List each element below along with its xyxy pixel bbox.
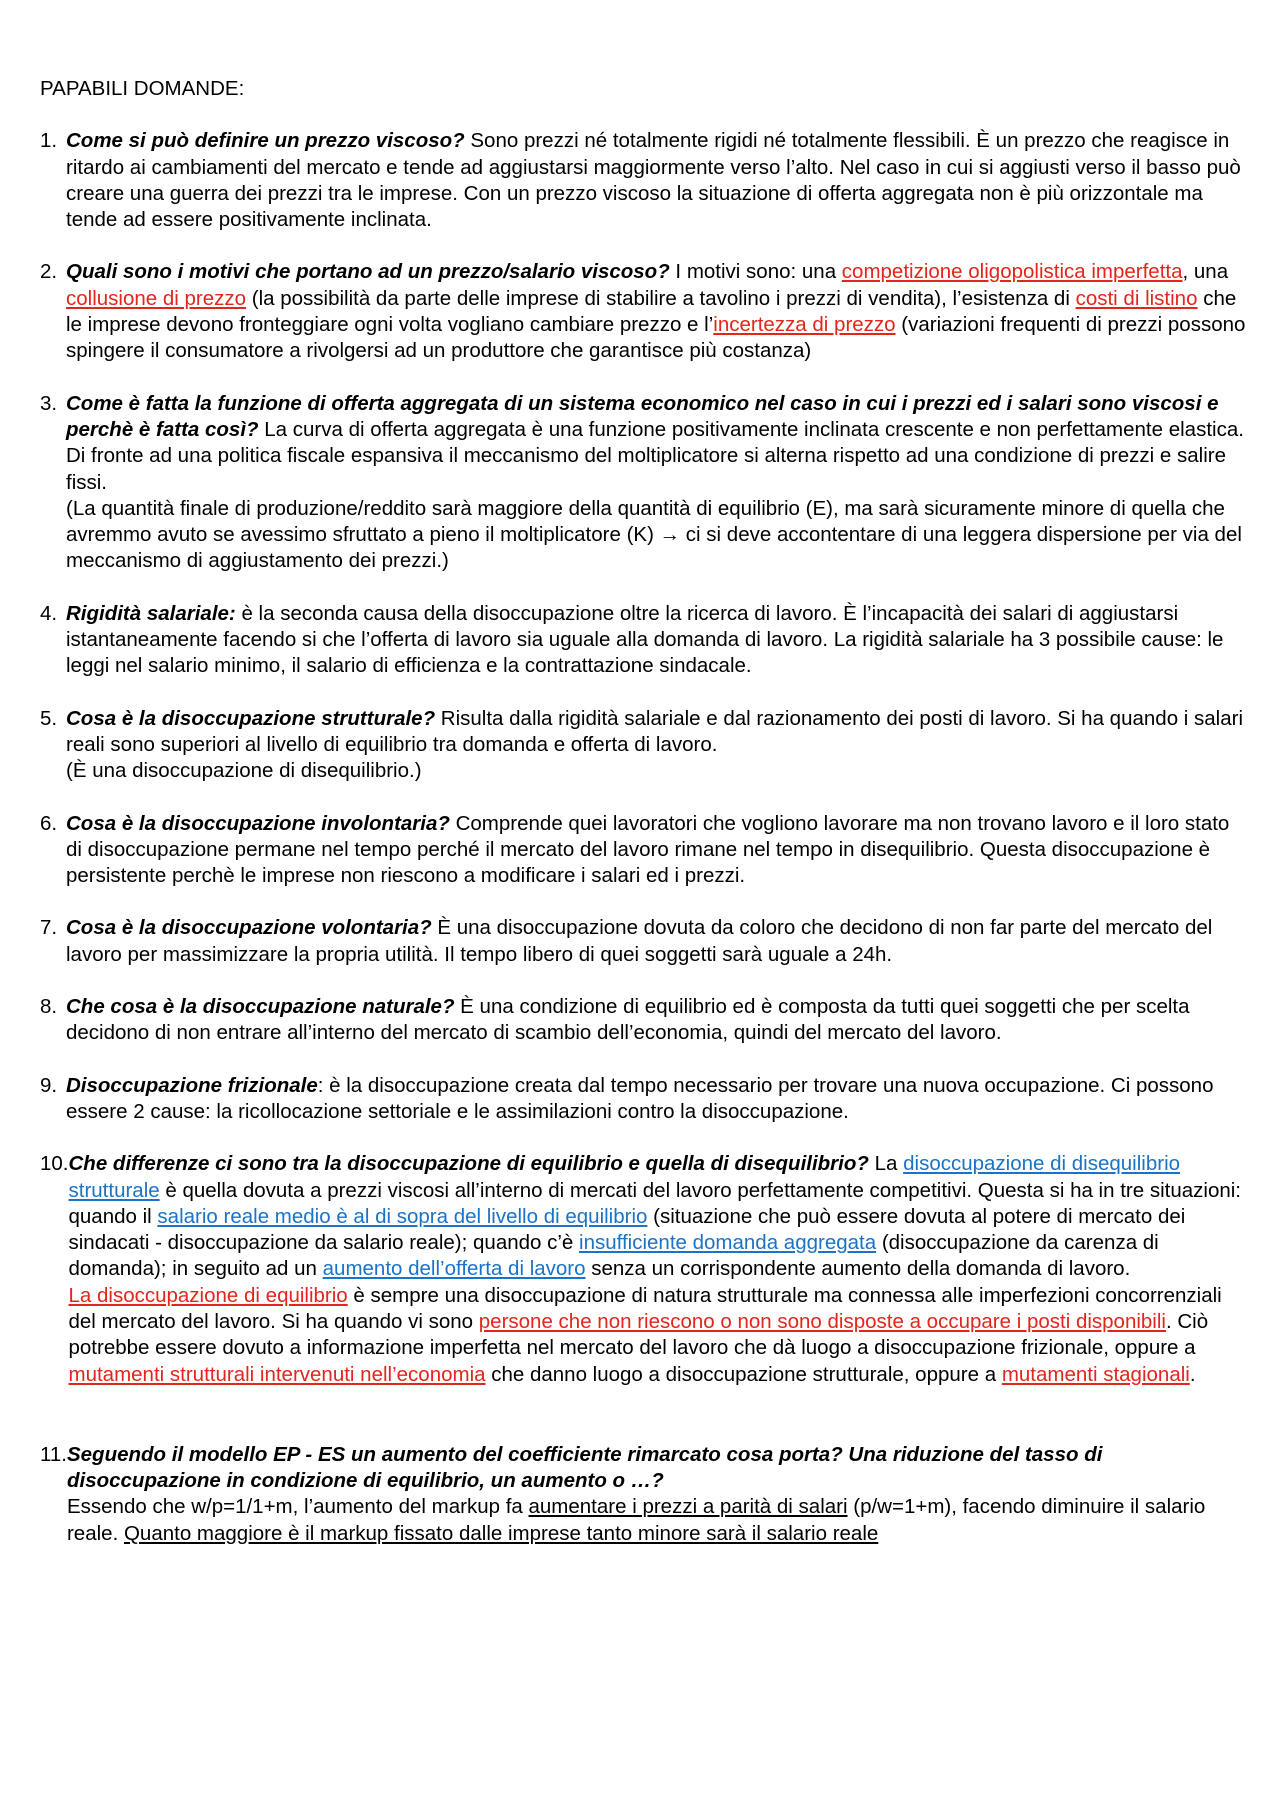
answer-text: . (1189, 1362, 1196, 1386)
highlight-red: mutamenti strutturali intervenuti nell’economia (68, 1362, 486, 1386)
highlight-blue: disoccupazione di disequilibrio strutturale (68, 1152, 1181, 1202)
question-text: Cosa è la disoccupazione volontaria? (66, 916, 432, 940)
item-number: 4. (40, 601, 58, 625)
list-item (40, 706, 1246, 785)
question-text: Che differenze ci sono tra la disoccupazione di equilibrio e quella di disequilibrio? (68, 1152, 869, 1176)
item-number: 8. (40, 995, 58, 1019)
highlight-blue: salario reale medio è al di sopra del livello di equilibrio (157, 1204, 648, 1228)
list-item (40, 1073, 1246, 1126)
item-body (66, 601, 1246, 680)
highlight-red: incertezza di prezzo (713, 313, 896, 337)
list-item (40, 1151, 1246, 1388)
item-body (66, 706, 1246, 785)
answer-text: che le imprese devono fronteggiare ogni volta vogliano cambiare prezzo e l’ (66, 286, 1237, 337)
list-item (40, 1442, 1246, 1547)
item-number: 6. (40, 811, 58, 835)
item-body (67, 1442, 1246, 1547)
question-text: Seguendo il modello EP - ES un aumento del coefficiente rimarcato cosa porta? Una riduzione del tasso di disoccupazione in condizione di equilibrio, un aumento o …? (66, 1442, 1103, 1493)
item-number: 5. (40, 706, 58, 730)
question-text: Rigidità salariale: (66, 601, 236, 625)
item-number: 3. (40, 391, 58, 415)
answer-text: La curva di offerta aggregata è una funzione positivamente inclinata crescente e non perfettamente elastica. Di fronte ad una politica fiscale espansiva il meccanismo del moltiplicatore si alterna rispetto ad una condizione di prezzi e salire fissi. (66, 417, 1244, 494)
list-item (40, 915, 1246, 968)
answer-text: Risulta dalla rigidità salariale e dal razionamento dei posti di lavoro. Si ha quando i salari reali sono superiori al livello di equilibrio tra domanda e offerta di lavoro. (66, 706, 1244, 756)
answer-text: . Ciò potrebbe essere dovuto a informazione imperfetta nel mercato del lavoro che dà luogo a disoccupazione frizionale, oppure a (68, 1309, 1209, 1360)
item-number: 1. (40, 129, 58, 153)
answer-note: (La quantità finale di produzione/reddito sarà maggiore della quantità di equilibrio (E), ma sarà sicuramente minore di quella che avremmo avuto se avessimo sfruttato a pieno il moltiplicatore (K) → ci si deve accontentare di una leggera dispersione per via del meccanismo di aggiustamento dei prezzi.) (66, 496, 1242, 573)
underlined-text: aumentare i prezzi a parità di salari (528, 1495, 848, 1519)
answer-text: senza un corrispondente aumento della domanda di lavoro. (585, 1257, 1131, 1281)
question-text: Disoccupazione frizionale (66, 1073, 318, 1097)
answer-text: Essendo che w/p=1/1+m, l’aumento del markup fa (66, 1495, 529, 1519)
document-title: PAPABILI DOMANDE: (40, 77, 245, 100)
answer-note: (È una disoccupazione di disequilibrio.) (66, 759, 422, 783)
answer-text: Comprende quei lavoratori che vogliono lavorare ma non trovano lavoro e il loro stato di disoccupazione permane nel tempo perché il mercato del lavoro rimane nel tempo in disequilibrio. Questa disoccupazione è persistente perchè le imprese non riescono a modificare i salari ed i prezzi. (66, 811, 1230, 888)
list-item (40, 391, 1246, 575)
item-body (69, 1151, 1247, 1388)
list-item (40, 128, 1246, 233)
item-number: 9. (40, 1073, 58, 1097)
highlight-red: costi di listino (1075, 286, 1198, 310)
answer-text: è quella dovuta a prezzi viscosi all’interno di mercati del lavoro perfettamente competitivi. Questa si ha in tre situazioni: quando il (68, 1178, 1241, 1228)
item-body (66, 811, 1246, 890)
list-item (40, 994, 1246, 1047)
highlight-blue: aumento dell’offerta di lavoro (322, 1257, 586, 1281)
highlight-red: collusione di prezzo (66, 286, 247, 310)
question-text: Come è fatta la funzione di offerta aggregata di un sistema economico nel caso in cui i prezzi ed i salari sono viscosi e perchè è fatta così? (66, 391, 1219, 441)
answer-text: è sempre una disoccupazione di natura strutturale ma connessa alle imperfezioni concorrenziali del mercato del lavoro. Si ha quando vi sono (68, 1283, 1222, 1333)
item-body (66, 391, 1246, 575)
answer-text: La (868, 1152, 904, 1176)
item-body (66, 128, 1246, 233)
answer-text: Sono prezzi né totalmente rigidi né totalmente flessibili. È un prezzo che reagisce in ritardo ai cambiamenti del mercato e tende ad aggiustarsi maggiormente verso l’alto. Nel caso in cui si aggiusti verso il basso può creare una guerra dei prezzi tra le imprese. Con un prezzo viscoso la situazione di offerta aggregata non è più orizzontale ma tende ad essere positivamente inclinata. (66, 129, 1241, 232)
answer-text: I motivi sono: una (669, 260, 842, 284)
question-text: Che cosa è la disoccupazione naturale? (66, 995, 455, 1019)
list-item (40, 601, 1246, 680)
highlight-red: La disoccupazione di equilibrio (68, 1283, 348, 1307)
list-item (40, 811, 1246, 890)
item-body (66, 1073, 1246, 1126)
item-number: 7. (40, 916, 58, 940)
answer-text: (p/w=1+m), facendo diminuire il salario reale. (66, 1495, 1206, 1545)
answer-text: (variazioni frequenti di prezzi possono spingere il consumatore a rivolgersi ad un produttore che garantisce più costanza) (66, 313, 1246, 363)
item-number: 10. (40, 1152, 69, 1176)
answer-paragraph (67, 1494, 1246, 1547)
item-number: 2. (40, 260, 58, 284)
answer-text: : è la disoccupazione creata dal tempo necessario per trovare una nuova occupazione. Ci possono essere 2 cause: la ricollocazione settoriale e le assimilazioni contro la disoccupazione. (66, 1073, 1214, 1123)
answer-text: È una disoccupazione dovuta da coloro che decidono di non far parte del mercato del lavoro per massimizzare la propria utilità. Il tempo libero di quei soggetti sarà uguale a 24h. (66, 916, 1213, 966)
answer-text: (la possibilità da parte delle imprese di stabilire a tavolino i prezzi di vendita), l’esistenza di (246, 286, 1076, 310)
highlight-red: persone che non riescono o non sono disposte a occupare i posti disponibili (478, 1309, 1166, 1333)
question-text: Quali sono i motivi che portano ad un prezzo/salario viscoso? (66, 260, 670, 284)
list-item (40, 259, 1246, 364)
item-body (66, 994, 1246, 1047)
item-body (66, 915, 1246, 968)
answer-text: (situazione che può essere dovuta al potere di mercato dei sindacati - disoccupazione da salario reale); quando c’è (68, 1204, 1186, 1255)
highlight-red: competizione oligopolistica imperfetta (841, 260, 1183, 284)
answer-text: che danno luogo a disoccupazione strutturale, oppure a (485, 1362, 1002, 1386)
answer-text: (disoccupazione da carenza di domanda); in seguito ad un (68, 1231, 1159, 1281)
underlined-text: Quanto maggiore è il markup fissato dalle imprese tanto minore sarà il salario reale (123, 1521, 879, 1545)
item-body (66, 259, 1246, 364)
question-text: Cosa è la disoccupazione strutturale? (66, 706, 436, 730)
highlight-blue: insufficiente domanda aggregata (579, 1231, 877, 1255)
answer-text: È una condizione di equilibrio ed è composta da tutti quei soggetti che per scelta decidono di non entrare all’interno del mercato di scambio dell’economia, quindi del mercato del lavoro. (66, 995, 1190, 1045)
question-text: Come si può definire un prezzo viscoso? (66, 129, 465, 153)
answer-paragraph (69, 1283, 1247, 1388)
answer-text: è la seconda causa della disoccupazione oltre la ricerca di lavoro. È l’incapacità dei salari di aggiustarsi istantaneamente facendo si che l’offerta di lavoro sia uguale alla domanda di lavoro. La rigidità salariale ha 3 possibile cause: le leggi nel salario minimo, il salario di efficienza e la contrattazione sindacale. (66, 601, 1224, 678)
highlight-red: mutamenti stagionali (1001, 1362, 1190, 1386)
question-text: Cosa è la disoccupazione involontaria? (66, 811, 450, 835)
item-number: 11. (40, 1442, 67, 1466)
answer-text: , una (1182, 260, 1229, 284)
